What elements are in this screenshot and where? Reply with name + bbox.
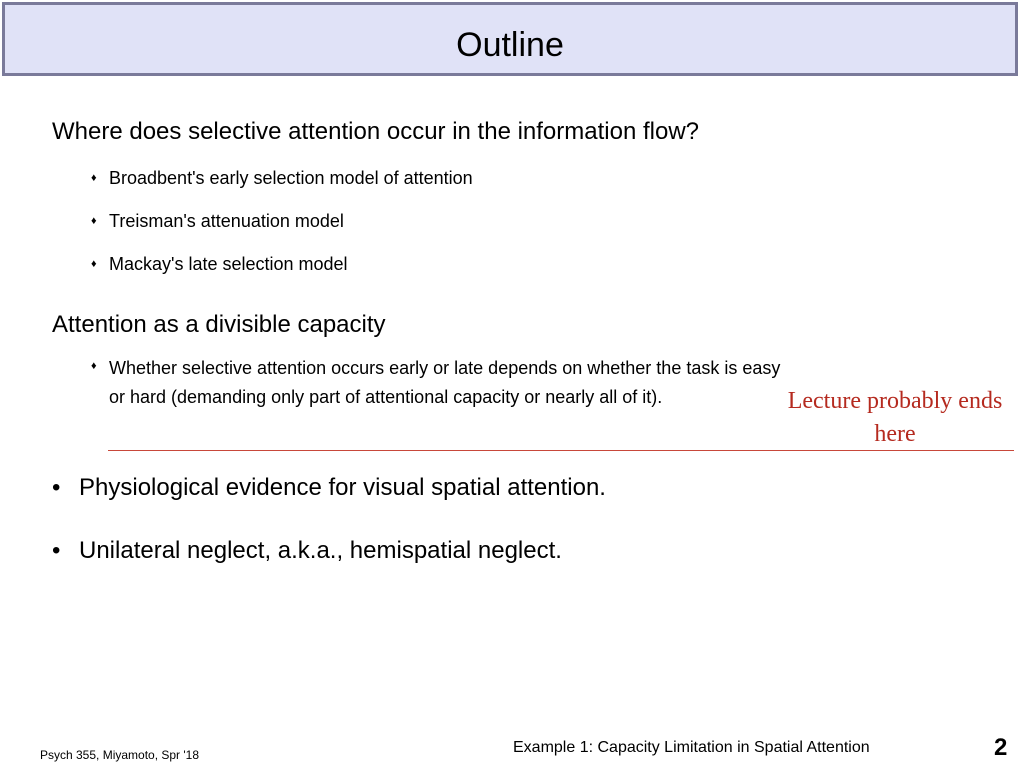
footer-example: Example 1: Capacity Limitation in Spatial Attention xyxy=(513,739,870,756)
bullet-neglect: Unilateral neglect, a.k.a., hemispatial neglect. xyxy=(79,537,562,564)
diamond-bullet-icon: ♦ xyxy=(91,172,97,184)
diamond-bullet-icon: ♦ xyxy=(91,215,97,227)
sub-item-treisman: Treisman's attenuation model xyxy=(109,211,344,231)
section-heading-selective-attention: Where does selective attention occur in the information flow? xyxy=(52,118,700,145)
footer-course: Psych 355, Miyamoto, Spr '18 xyxy=(40,748,200,762)
bullet-physiological: Physiological evidence for visual spatial attention. xyxy=(79,474,606,501)
page-number: 2 xyxy=(994,734,1008,761)
sub-item-early-late: Whether selective attention occurs early or late depends on whether the task is easy or hard (demanding only part of attentional capacity or nearly all of it). xyxy=(109,358,781,407)
bullet-icon: • xyxy=(52,474,61,501)
bullet-icon: • xyxy=(52,537,61,564)
title-bar xyxy=(2,2,1018,76)
diamond-bullet-icon: ♦ xyxy=(91,258,97,270)
lecture-end-note: Lecture probably ends here xyxy=(787,388,1003,447)
divider-line xyxy=(108,450,1014,451)
section-heading-divisible-capacity: Attention as a divisible capacity xyxy=(52,311,386,338)
slide-title: Outline xyxy=(456,26,564,64)
sub-item-mackay: Mackay's late selection model xyxy=(109,254,348,274)
diamond-bullet-icon: ♦ xyxy=(91,360,97,372)
sub-item-broadbent: Broadbent's early selection model of attention xyxy=(109,168,473,188)
